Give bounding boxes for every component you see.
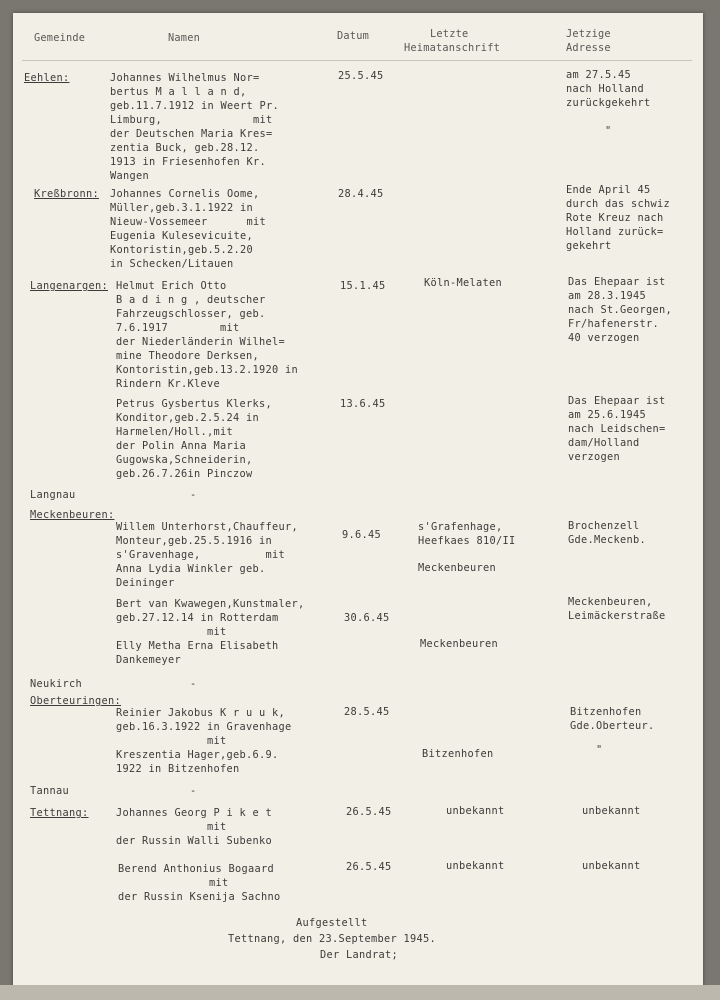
entry-adresse-line: am 27.5.45	[566, 69, 631, 81]
entry-name-line: Müller,geb.3.1.1922 in	[110, 202, 253, 214]
entry-adresse-line: Fr/hafenerstr.	[568, 318, 659, 330]
entry-name-line: der Niederländerin Wilhel=	[116, 336, 285, 348]
entry-adresse-line: Bitzenhofen	[570, 706, 642, 718]
entry-name-line: Helmut Erich Otto	[116, 280, 227, 292]
col-header-adresse: Adresse	[566, 42, 611, 54]
dash-mark: -	[190, 678, 197, 690]
entry-adresse-line: Rote Kreuz nach	[566, 212, 664, 224]
gemeinde-label: Oberteuringen:	[30, 695, 121, 707]
entry-adresse-line: Gde.Oberteur.	[570, 720, 655, 732]
ditto-mark: "	[570, 744, 603, 756]
gemeinde-label: Eehlen:	[24, 72, 70, 84]
entry-adresse: unbekannt	[582, 805, 641, 817]
entry-name-line: Limburg, mit	[110, 114, 273, 126]
entry-adresse-line: nach Leidschen=	[568, 423, 666, 435]
entry-datum: 13.6.45	[340, 398, 386, 410]
gemeinde-label: Langenargen:	[30, 280, 108, 292]
entry-name-line: Johannes Wilhelmus Nor=	[110, 72, 260, 84]
entry-adresse-line: Gde.Meckenb.	[568, 534, 646, 546]
entry-heimatanschrift: Bitzenhofen	[422, 748, 494, 760]
gemeinde-label: Tannau	[30, 785, 69, 797]
col-header-letzte: Letzte	[430, 28, 469, 40]
entry-adresse-line: Das Ehepaar ist	[568, 276, 666, 288]
entry-adresse-line: verzogen	[568, 451, 620, 463]
entry-name-line: Nieuw-Vossemeer mit	[110, 216, 266, 228]
entry-heimatanschrift: s'Grafenhage,	[418, 521, 503, 533]
entry-name-line: 1913 in Friesenhofen Kr.	[110, 156, 266, 168]
entry-adresse-line: nach St.Georgen,	[568, 304, 672, 316]
entry-adresse: unbekannt	[582, 860, 641, 872]
entry-heimatanschrift: Köln-Melaten	[424, 277, 502, 289]
entry-name-line: Bert van Kwawegen,Kunstmaler,	[116, 598, 305, 610]
entry-name-line: s'Gravenhage, mit	[116, 549, 285, 561]
entry-name-line: Johannes Georg P i k e t	[116, 807, 272, 819]
entry-name-line: Kontoristin,geb.5.2.20	[110, 244, 253, 256]
entry-heimatanschrift: unbekannt	[446, 860, 505, 872]
entry-name-line: 1922 in Bitzenhofen	[116, 763, 240, 775]
gemeinde-label: Kreßbronn:	[34, 188, 99, 200]
entry-adresse-line: durch das schwiz	[566, 198, 670, 210]
entry-name-line: bertus M a l l a n d,	[110, 86, 247, 98]
entry-adresse-line: Brochenzell	[568, 520, 640, 532]
header-rule	[22, 60, 692, 61]
entry-name-line: Wangen	[110, 170, 149, 182]
entry-name-line: geb.27.12.14 in Rotterdam	[116, 612, 279, 624]
entry-adresse-line: am 28.3.1945	[568, 290, 646, 302]
entry-name-line: mit	[118, 877, 229, 889]
entry-name-line: der Polin Anna Maria	[116, 440, 246, 452]
entry-heimatanschrift: Heefkaes 810/II	[418, 535, 516, 547]
entry-name-line: B a d i n g , deutscher	[116, 294, 266, 306]
entry-name-line: Petrus Gysbertus Klerks,	[116, 398, 272, 410]
col-header-heimatanschrift: Heimatanschrift	[404, 42, 500, 54]
col-header-gemeinde: Gemeinde	[34, 32, 86, 44]
entry-name-line: Kreszentia Hager,geb.6.9.	[116, 749, 279, 761]
entry-name-line: der Russin Ksenija Sachno	[118, 891, 281, 903]
entry-name-line: 7.6.1917 mit	[116, 322, 240, 334]
footer-signature-line: Der Landrat;	[320, 949, 398, 961]
entry-heimatanschrift: Meckenbeuren	[418, 562, 496, 574]
entry-name-line: Gugowska,Schneiderin,	[116, 454, 253, 466]
dash-mark: -	[190, 489, 197, 501]
entry-heimatanschrift: unbekannt	[446, 805, 505, 817]
entry-name-line: geb.26.7.26in Pinczow	[116, 468, 253, 480]
ditto-mark: "	[566, 125, 612, 137]
col-header-datum: Datum	[337, 30, 369, 42]
gemeinde-label: Neukirch	[30, 678, 82, 690]
entry-datum: 9.6.45	[342, 529, 381, 541]
entry-adresse-line: Ende April 45	[566, 184, 651, 196]
entry-adresse-line: Leimäckerstraße	[568, 610, 666, 622]
entry-name-line: der Russin Walli Subenko	[116, 835, 272, 847]
entry-name-line: Anna Lydia Winkler geb.	[116, 563, 266, 575]
entry-name-line: Reinier Jakobus K r u u k,	[116, 707, 285, 719]
footer-aufgestellt: Aufgestellt	[296, 917, 368, 929]
gemeinde-label: Meckenbeuren:	[30, 509, 115, 521]
entry-datum: 25.5.45	[338, 70, 384, 82]
entry-adresse-line: am 25.6.1945	[568, 409, 646, 421]
entry-adresse-line: 40 verzogen	[568, 332, 640, 344]
scanner-edge	[0, 985, 720, 1000]
entry-adresse-line: zurückgekehrt	[566, 97, 651, 109]
entry-name-line: mine Theodore Derksen,	[116, 350, 259, 362]
entry-name-line: Elly Metha Erna Elisabeth	[116, 640, 279, 652]
entry-name-line: der Deutschen Maria Kres=	[110, 128, 273, 140]
entry-datum: 28.4.45	[338, 188, 384, 200]
entry-name-line: Konditor,geb.2.5.24 in	[116, 412, 259, 424]
entry-datum: 26.5.45	[346, 806, 392, 818]
gemeinde-label: Langnau	[30, 489, 76, 501]
entry-name-line: Monteur,geb.25.5.1916 in	[116, 535, 272, 547]
entry-adresse-line: Das Ehepaar ist	[568, 395, 666, 407]
col-header-namen: Namen	[168, 32, 200, 44]
entry-name-line: geb.16.3.1922 in Gravenhage	[116, 721, 292, 733]
entry-adresse-line: Holland zurück=	[566, 226, 664, 238]
entry-name-line: mit	[116, 735, 227, 747]
entry-name-line: Rindern Kr.Kleve	[116, 378, 220, 390]
entry-name-line: Harmelen/Holl.,mit	[116, 426, 233, 438]
entry-name-line: geb.11.7.1912 in Weert Pr.	[110, 100, 279, 112]
entry-datum: 30.6.45	[344, 612, 390, 624]
entry-name-line: Fahrzeugschlosser, geb.	[116, 308, 266, 320]
entry-name-line: Kontoristin,geb.13.2.1920 in	[116, 364, 298, 376]
entry-name-line: mit	[116, 821, 227, 833]
entry-name-line: zentia Buck, geb.28.12.	[110, 142, 260, 154]
entry-name-line: in Schecken/Litauen	[110, 258, 234, 270]
entry-name-line: Willem Unterhorst,Chauffeur,	[116, 521, 298, 533]
entry-name-line: Deininger	[116, 577, 175, 589]
footer-place-date: Tettnang, den 23.September 1945.	[228, 933, 436, 945]
entry-heimatanschrift: Meckenbeuren	[420, 638, 498, 650]
entry-name-line: Dankemeyer	[116, 654, 181, 666]
entry-name-line: Eugenia Kulesevicuite,	[110, 230, 253, 242]
entry-datum: 28.5.45	[344, 706, 390, 718]
entry-adresse-line: gekehrt	[566, 240, 612, 252]
entry-datum: 26.5.45	[346, 861, 392, 873]
entry-adresse-line: nach Holland	[566, 83, 644, 95]
entry-datum: 15.1.45	[340, 280, 386, 292]
gemeinde-label: Tettnang:	[30, 807, 89, 819]
dash-mark: -	[190, 785, 197, 797]
entry-adresse-line: dam/Holland	[568, 437, 640, 449]
col-header-jetzige: Jetzige	[566, 28, 611, 40]
entry-name-line: Berend Anthonius Bogaard	[118, 863, 274, 875]
entry-adresse-line: Meckenbeuren,	[568, 596, 653, 608]
entry-name-line: mit	[116, 626, 227, 638]
entry-name-line: Johannes Cornelis Oome,	[110, 188, 260, 200]
